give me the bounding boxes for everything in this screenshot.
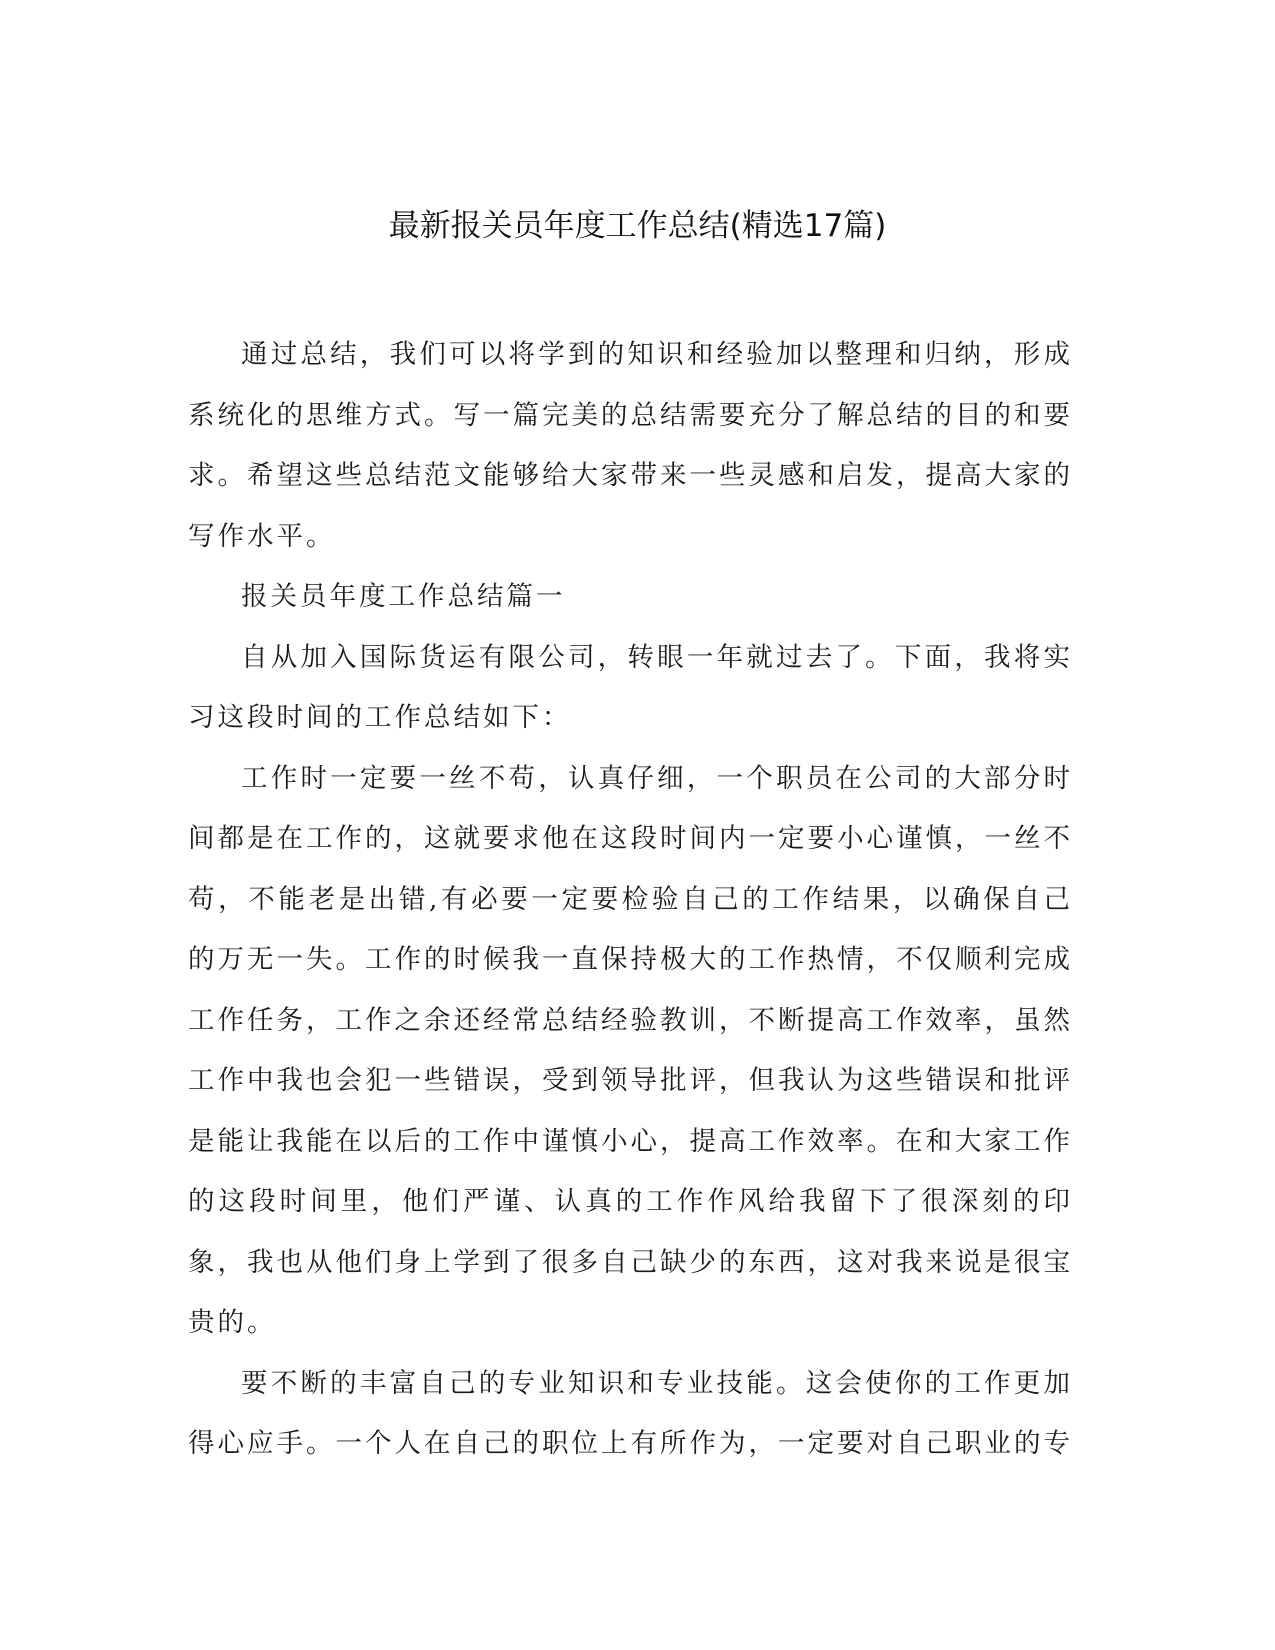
- body-paragraph: 工作时一定要一丝不苟，认真仔细，一个职员在公司的大部分时间都是在工作的，这就要求他在这段时间内一定要小心谨慎，一丝不苟，不能老是出错,有必要一定要检验自己的工作结果，以确保自己的万无一失。工作的时候我一直保持极大的工作热情，不仅顺利完成工作任务，工作之余还经常总结经验教训，不断提高工作效率，虽然工作中我也会犯一些错误，受到领导批评，但我认为这些错误和批评是能让我能在以后的工作中谨慎小心，提高工作效率。在和大家工作的这段时间里，他们严谨、认真的工作作风给我留下了很深刻的印象，我也从他们身上学到了很多自己缺少的东西，这对我来说是很宝贵的。: [188, 762, 1073, 1338]
- body-paragraph: 自从加入国际货运有限公司，转眼一年就过去了。下面，我将实习这段时间的工作总结如下：: [188, 641, 1073, 733]
- document-body: [188, 325, 1073, 1475]
- section-heading: 报关员年度工作总结篇一: [241, 581, 566, 612]
- body-paragraph: 要不断的丰富自己的专业知识和专业技能。这会使你的工作更加得心应手。一个人在自己的职位上有所作为，一定要对自己职业的专: [188, 1367, 1073, 1459]
- intro-paragraph: 通过总结，我们可以将学到的知识和经验加以整理和归纳，形成系统化的思维方式。写一篇完美的总结需要充分了解总结的目的和要求。希望这些总结范文能够给大家带来一些灵感和启发，提高大家的写作水平。: [188, 339, 1073, 552]
- document-title: 最新报关员年度工作总结(精选17篇): [388, 208, 887, 244]
